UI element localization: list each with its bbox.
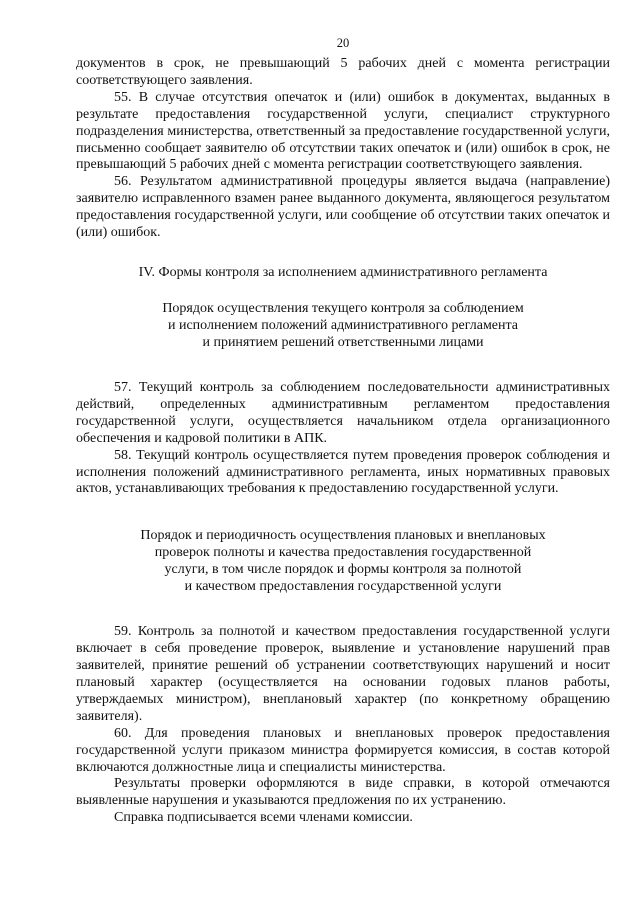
section-heading-line: и качеством предоставления государственной услуги (184, 579, 502, 595)
section-heading-current-control (76, 300, 610, 351)
document-body (76, 56, 610, 827)
page-number: 20 (336, 36, 350, 50)
paragraph-57: 57. Текущий контроль за соблюдением последовательности административных действий, определенных административным регламентом предоставления государственной услуги, осуществляется начальником отдела организационного обеспечения и кадровой политики в АПК. (76, 379, 610, 446)
section-heading-inspections (76, 527, 610, 595)
paragraph-59: 59. Контроль за полнотой и качеством предоставления государственной услуги включает в себя проведение проверок, выявление и установление нарушений прав заявителей, принятие решений об устранении соответствующих нарушений и носит плановый характер (осуществляется на основании годовых планов работы, утверждаемых министром), внеплановый характер (по конкретному обращению заявителя). (76, 624, 610, 724)
section-heading-line: и исполнением положений административного регламента (167, 317, 519, 333)
paragraph-58: 58. Текущий контроль осуществляется путем проведения проверок соблюдения и исполнения положений административного регламента, иных нормативных правовых актов, устанавливающих требования к предоставлению государственной услуги. (76, 447, 610, 497)
section-heading-line: услуги, в том числе порядок и формы контроля за полнотой (164, 562, 522, 578)
document-page (76, 0, 610, 905)
paragraph-55: 55. В случае отсутствия опечаток и (или) ошибок в документах, выданных в результате предоставления государственной услуги, специалист структурного подразделения министерства, ответственный за предоставление государственной услуги, письменно сообщает заявителю об отсутствии таких опечаток и (или) ошибок в срок, не превышающий 5 рабочих дней с момента регистрации соответствующего заявления. (76, 89, 610, 173)
paragraph-56: 56. Результатом административной процедуры является выдача (направление) заявителю исправленного взамен ранее выданного документа, являющегося результатом предоставления государственной услуги, или сообщение об отсутствии таких опечаток и (или) ошибок. (76, 174, 610, 241)
paragraph-results: Результаты проверки оформляются в виде справки, в которой отмечаются выявленные нарушения и указываются предложения по их устранению. (76, 776, 610, 809)
paragraph-continuation: документов в срок, не превышающий 5 рабочих дней с момента регистрации соответствующего заявления. (76, 56, 610, 88)
section-heading-line: и принятием решений ответственными лицами (202, 334, 484, 350)
section-heading-line: Порядок и периодичность осуществления плановых и внеплановых (140, 528, 546, 544)
section-current-control-body (76, 380, 610, 498)
paragraph-signature: Справка подписывается всеми членами комиссии. (114, 810, 413, 826)
chapter-heading: IV. Формы контроля за исполнением административного регламента (138, 264, 548, 280)
section-inspections-body (76, 624, 610, 827)
section-heading-line: проверок полноты и качества предоставления государственной (154, 545, 532, 561)
paragraph-60: 60. Для проведения плановых и внеплановых проверок предоставления государственной услуги приказом министра формируется комиссия, в состав которой включаются должностные лица и специалисты министерства. (76, 725, 610, 775)
section-heading-line: Порядок осуществления текущего контроля за соблюдением (162, 300, 524, 316)
